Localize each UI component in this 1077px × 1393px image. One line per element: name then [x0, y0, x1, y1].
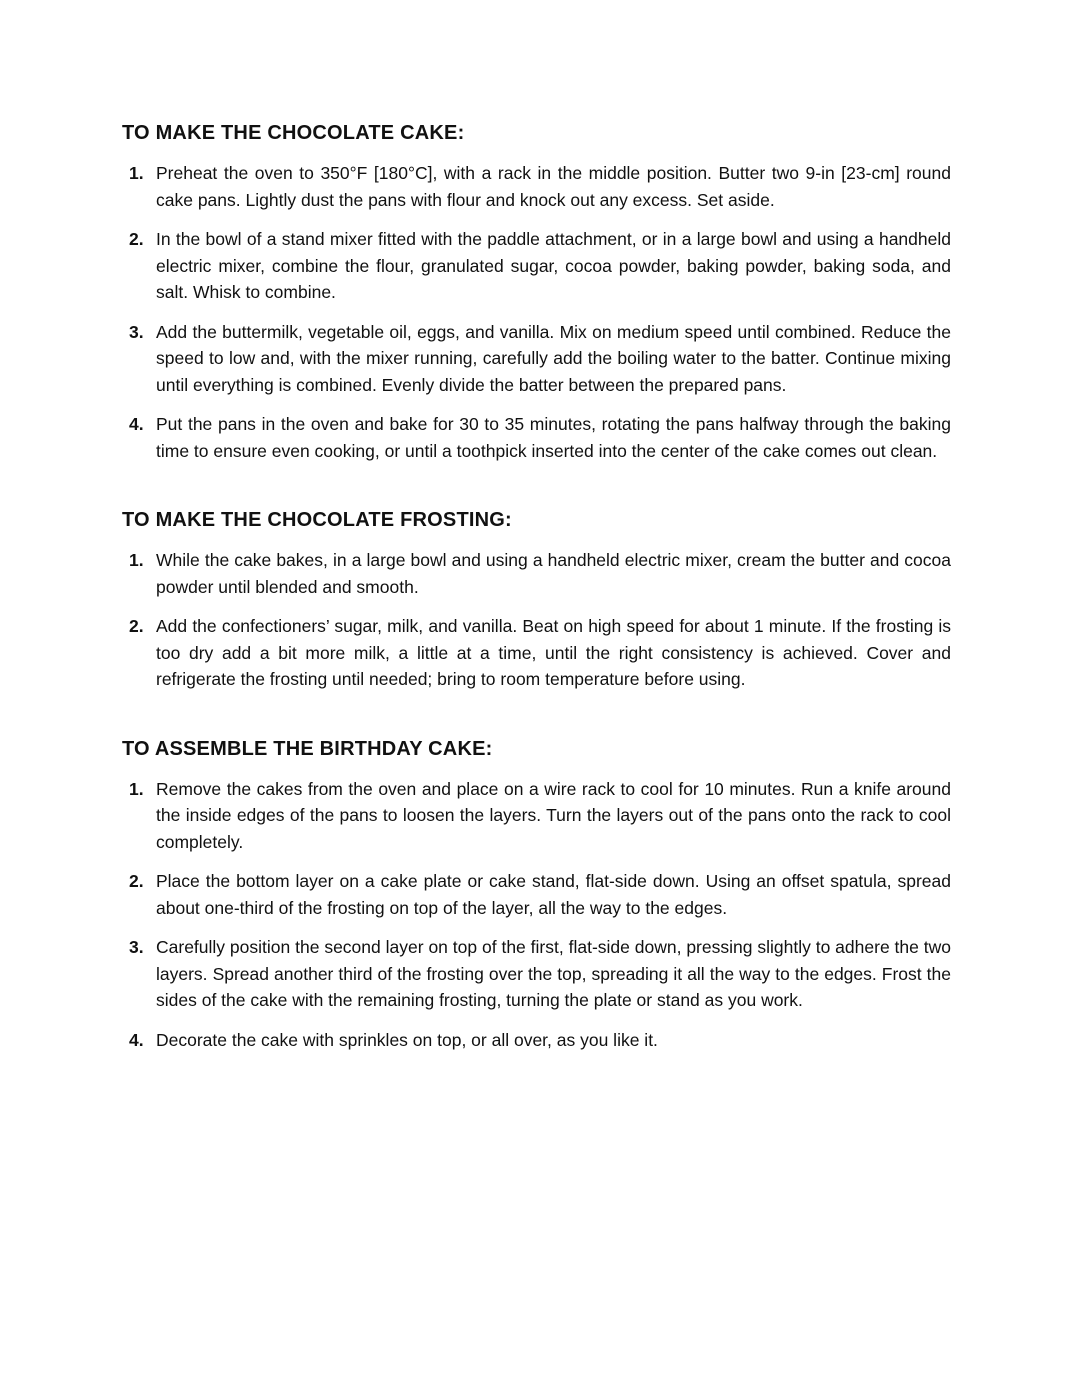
step-list	[122, 776, 951, 1054]
step-number: 1.	[129, 550, 144, 570]
recipe-step	[122, 411, 951, 464]
step-list	[122, 547, 951, 693]
recipe-step	[122, 868, 951, 921]
section-heading: TO MAKE THE CHOCOLATE FROSTING:	[122, 509, 512, 531]
section-heading: TO ASSEMBLE THE BIRTHDAY CAKE:	[122, 737, 493, 760]
step-number: 3.	[129, 937, 144, 957]
step-number: 4.	[129, 414, 144, 434]
recipe-step	[122, 1027, 951, 1054]
step-number: 2.	[129, 871, 144, 891]
step-list	[122, 160, 951, 464]
step-text: While the cake bakes, in a large bowl and using a handheld electric mixer, cream the butter and cocoa powder until blended and smooth.	[156, 550, 951, 597]
recipe-step	[122, 547, 951, 600]
step-text: Decorate the cake with sprinkles on top, or all over, as you like it.	[156, 1029, 658, 1050]
recipe-step	[122, 776, 951, 856]
step-number: 3.	[129, 321, 144, 342]
step-number: 2.	[129, 616, 144, 636]
step-text: In the bowl of a stand mixer fitted with the paddle attachment, or in a large bowl and using a handheld electric mixer, combine the flour, granulated sugar, cocoa powder, baking powder, baking soda, and salt. Whisk to combine.	[156, 229, 951, 302]
step-number: 1.	[129, 778, 144, 799]
step-number: 4.	[129, 1029, 144, 1050]
step-text: Remove the cakes from the oven and place on a wire rack to cool for 10 minutes. Run a knife around the inside edges of the pans to loosen the layers. Turn the layers out of the pans onto the rack to cool completely.	[156, 778, 951, 852]
recipe-step	[122, 160, 951, 213]
section-heading: TO MAKE THE CHOCOLATE CAKE:	[122, 122, 465, 144]
step-text: Carefully position the second layer on top of the first, flat-side down, pressing slightly to adhere the two layers. Spread another third of the frosting over the top, spreading it all the way to the edges. Frost the sides of the cake with the remaining frosting, turning the plate or stand as you work.	[156, 937, 951, 1010]
step-number: 2.	[129, 229, 144, 249]
step-text: Put the pans in the oven and bake for 30 to 35 minutes, rotating the pans halfway through the baking time to ensure even cooking, or until a toothpick inserted into the center of the cake comes out clean.	[156, 414, 951, 461]
recipe-step	[122, 226, 951, 306]
recipe-step	[122, 934, 951, 1014]
step-text: Add the buttermilk, vegetable oil, eggs, and vanilla. Mix on medium speed until combined. Reduce the speed to low and, with the mixer running, carefully add the boiling water to the batter. Continue mixing until everything is combined. Evenly divide the batter between the prepared pans.	[156, 321, 951, 395]
step-text: Place the bottom layer on a cake plate or cake stand, flat-side down. Using an offset spatula, spread about one-third of the frosting on top of the layer, all the way to the edges.	[156, 871, 951, 918]
recipe-section	[122, 121, 951, 464]
step-text: Preheat the oven to 350°F [180°C], with a rack in the middle position. Butter two 9-in [23-cm] round cake pans. Lightly dust the pans with flour and knock out any excess. Set aside.	[156, 163, 951, 210]
recipe-step	[122, 613, 951, 693]
document-body	[122, 121, 951, 1053]
recipe-step	[122, 319, 951, 399]
recipe-section	[122, 737, 951, 1054]
step-number: 1.	[129, 163, 144, 183]
step-text: Add the confectioners’ sugar, milk, and vanilla. Beat on high speed for about 1 minute. If the frosting is too dry add a bit more milk, a little at a time, until the right consistency is achieved. Cover and refrigerate the frosting until needed; bring to room temperature before using.	[156, 616, 951, 689]
recipe-section	[122, 508, 951, 693]
